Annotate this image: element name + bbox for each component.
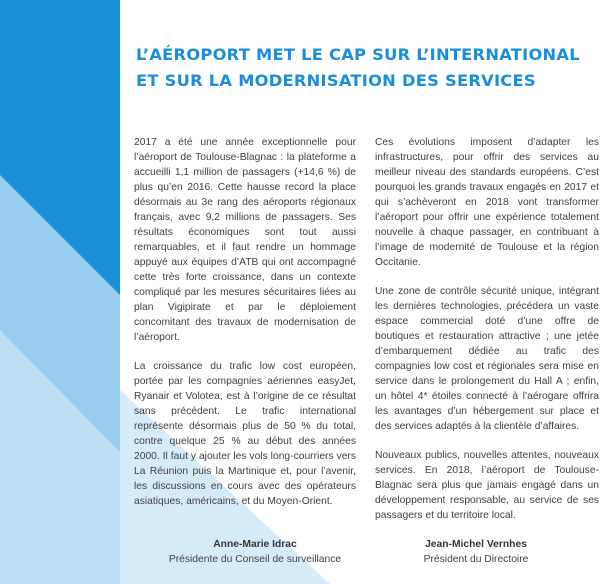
right-paragraph-1: Ces évolutions imposent d’adapter les infrastructures, pour offrir des services au meilleur niveau des standards européens. C’est pourquoi les grands travaux engagés en 2017 et qui s’achèveront en 2018 vont transformer l’aéroport pour offrir une expérience totalement nouvelle à chaque passager, en contribuant à l’image de modernité de Toulouse et la région Occitanie. <box>375 137 599 268</box>
right-paragraph-2: Une zone de contrôle sécurité unique, intégrant les dernières technologies, précédera un vaste espace commercial doté d’une offre de boutiques et restauration attractive ; une jetée d’embarquement dédiée au trafic des compagnies low cost et régionales sera mise en service dans le prolongement du Hall A ; enfin, un hôtel 4* étoiles connecté à l’aérogare offrira les avantages d’un hébergement sur place et des services adaptés à la clientèle d’affaires. <box>375 286 599 432</box>
signature-right <box>376 537 576 567</box>
signature-name: Anne-Marie Idrac <box>213 539 297 550</box>
left-paragraph-1: 2017 a été une année exceptionnelle pour l’aéroport de Toulouse-Blagnac : la plateforme a accueilli 1,1 million de passagers (+14,6 %) de plus qu’en 2016. Cette hausse record la place désormais au 3e rang des aéroports régionaux français, avec 9,2 millions de passagers. Ses résultats économiques sont tout aussi remarquables, et il faut rendre un hommage appuyé aux équipes d’ATB qui ont accompagné cette très forte croissance, dans un contexte compliqué par les mesures sécuritaires liées au plan Vigipirate et par le déploiement concomitant des travaux de modernisation de l’aéroport. <box>134 137 356 343</box>
right-paragraph-3: Nouveaux publics, nouvelles attentes, nouveaux services. En 2018, l’aéroport de Toulouse-Blagnac sera plus que jamais engagé dans un développement responsable, au service de ses passagers et du territoire local. <box>375 450 599 521</box>
page-title <box>136 42 606 94</box>
signature-role: Présidente du Conseil de surveillance <box>168 554 342 565</box>
right-column <box>375 135 599 537</box>
title-line-2: ET SUR LA MODERNISATION DES SERVICES <box>136 71 536 90</box>
signature-name: Jean-Michel Vernhes <box>425 539 527 550</box>
signature-role: Président du Directoire <box>423 554 529 565</box>
left-column <box>134 135 356 523</box>
title-line-1: L’AÉROPORT MET LE CAP SUR L’INTERNATIONAL <box>136 45 580 64</box>
left-paragraph-2: La croissance du trafic low cost européen, portée par les compagnies aériennes easyJet, Ryanair et Volotea, est à l’origine de ce résultat sans précédent. Le trafic international représente désormais plus de 50 % du total, contre quelque 25 % au début des années 2000. Il faut y ajouter les vols long-courriers vers La Réunion puis la Martinique et, pour l’avenir, les discussions en cours avec des opérateurs asiatiques, américains, et du Moyen-Orient. <box>134 361 356 507</box>
signature-left <box>150 537 360 567</box>
